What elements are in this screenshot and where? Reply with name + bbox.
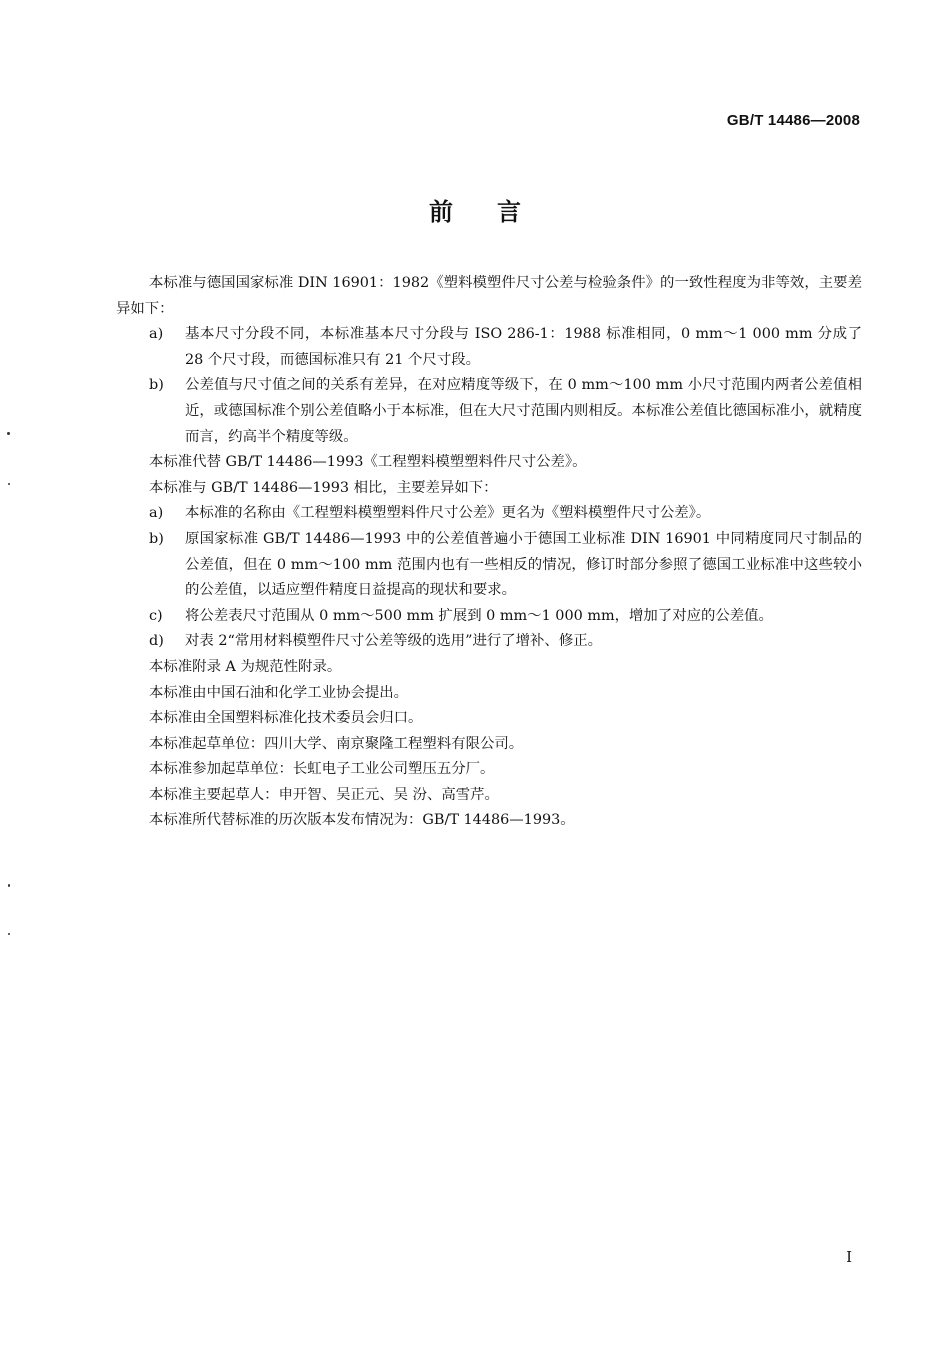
list-item <box>116 501 862 527</box>
paragraph: 本标准由全国塑料标准化技术委员会归口。 <box>149 710 423 727</box>
list-item-label: b) <box>149 377 164 394</box>
list-item-text: 原国家标准 GB/T 14486—1993 中的公差值普遍小于德国工业标准 DIN 16901 中同精度同尺寸制品的公差值，但在 0 mm～100 mm 范围内也有一些相反的情况，修订时部分参照了德国工业标准中这些较小的公差值，以适应塑件精度日益提高的现状和要求。 <box>185 530 862 599</box>
list-item-label: a) <box>149 505 164 522</box>
list-item-label: c) <box>149 607 163 624</box>
list-item-label: b) <box>149 530 164 547</box>
list-item <box>116 322 862 373</box>
list-item-label: a) <box>149 326 164 343</box>
list-item-text: 将公差表尺寸范围从 0 mm～500 mm 扩展到 0 mm～1 000 mm，增加了对应的公差值。 <box>185 607 773 624</box>
scan-speck <box>7 432 10 435</box>
document-body <box>116 271 862 834</box>
paragraph: 本标准与德国国家标准 DIN 16901：1982《塑料模塑件尺寸公差与检验条件》的一致性程度为非等效，主要差异如下： <box>116 275 862 317</box>
paragraph: 本标准附录 A 为规范性附录。 <box>149 658 342 675</box>
paragraph: 本标准所代替标准的历次版本发布情况为：GB/T 14486—1993。 <box>149 812 575 829</box>
scan-speck <box>8 884 10 887</box>
paragraph: 本标准主要起草人：申开智、吴正元、吴 汾、高雪芹。 <box>149 786 499 803</box>
list-item-text: 本标准的名称由《工程塑料模塑塑料件尺寸公差》更名为《塑料模塑件尺寸公差》。 <box>185 505 711 522</box>
paragraph: 本标准代替 GB/T 14486—1993《工程塑料模塑塑料件尺寸公差》。 <box>149 454 587 471</box>
list-item-text: 公差值与尺寸值之间的关系有差异，在对应精度等级下，在 0 mm～100 mm 小尺寸范围内两者公差值相近，或德国标准个别公差值略小于本标准，但在大尺寸范围内则相反。本标准公差值比德国标准小，就精度而言，约高半个精度等级。 <box>185 377 862 445</box>
paragraph: 本标准由中国石油和化学工业协会提出。 <box>149 684 409 701</box>
paragraph: 本标准与 GB/T 14486—1993 相比，主要差异如下： <box>149 479 498 496</box>
list-item-text: 对表 2“常用材料模塑件尺寸公差等级的选用”进行了增补、修正。 <box>185 633 602 650</box>
list-item-text: 基本尺寸分段不同，本标准基本尺寸分段与 ISO 286-1：1988 标准相同，0 mm～1 000 mm 分成了 28 个尺寸段，而德国标准只有 21 个尺寸段。 <box>185 326 862 368</box>
list-item <box>116 373 862 450</box>
scan-speck <box>8 483 10 485</box>
list-item <box>116 604 862 630</box>
paragraph: 本标准参加起草单位：长虹电子工业公司塑压五分厂。 <box>149 761 495 778</box>
standard-number: GB/T 14486—2008 <box>726 112 860 129</box>
scan-speck <box>8 933 10 935</box>
page-title: 前言 <box>429 198 565 226</box>
list-item <box>116 629 862 655</box>
page-number: I <box>846 1248 852 1266</box>
paragraph: 本标准起草单位：四川大学、南京聚隆工程塑料有限公司。 <box>149 735 524 752</box>
list-item <box>116 527 862 604</box>
list-item-label: d) <box>149 633 164 650</box>
